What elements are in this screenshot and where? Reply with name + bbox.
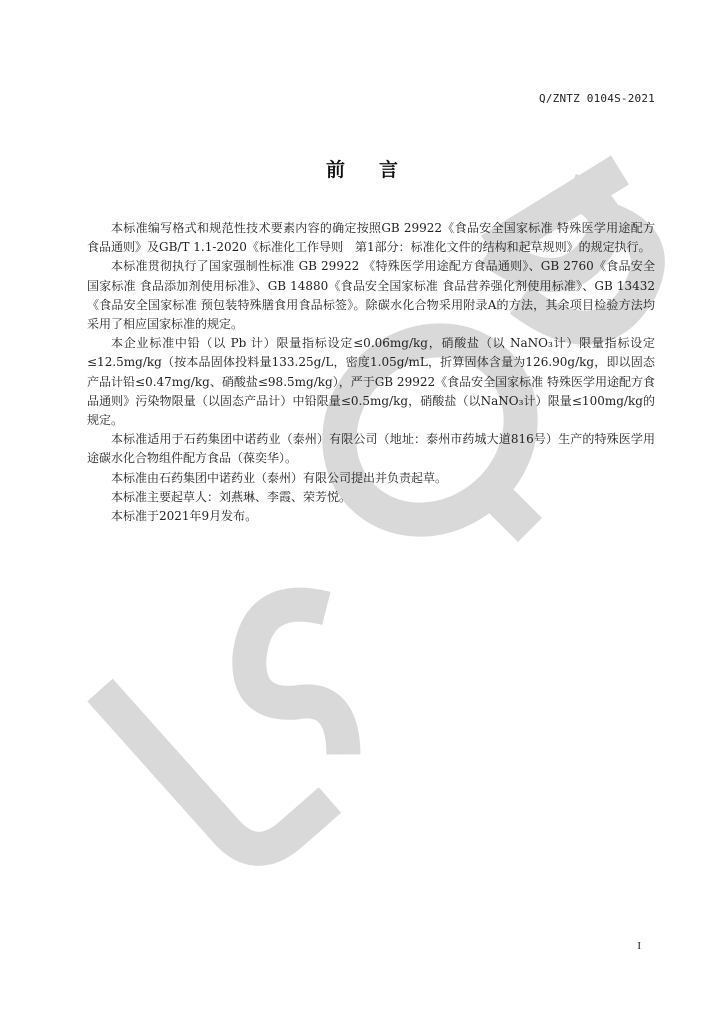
paragraph-standards: 本标准贯彻执行了国家强制性标准 GB 29922 《特殊医学用途配方食品通则》、GB 2760《食品安全国家标准 食品添加剂使用标准》、GB 14880《食品安全国家标准 食品营养强化剂使用标准》、GB 13432《食品安全国家标准 预包装特殊膳食用食品标签》。除碳水化合物采用附录A的方法，其余项目检验方法均采用了相应国家标准的规定。 — [87, 259, 655, 332]
paragraph-drafter-org: 本标准由石药集团中诺药业（泰州）有限公司提出并负责起草。 — [111, 470, 448, 485]
paragraph-limits: 本企业标准中铅（以 Pb 计）限量指标设定≤0.06mg/kg，硝酸盐（以 NaNO₃计）限量指标设定≤12.5mg/kg（按本品固体投料量133.25g/L，密度1.05g/mL，折算固体含量为126.90g/kg，即以固态产品计铅≤0.47mg/kg、硝酸盐≤98.5mg/kg），严于GB 29922《食品安全国家标准 特殊医学用途配方食品通则》污染物限量（以固态产品计）中铅限量≤0.5mg/kg，硝酸盐（以NaNO₃计）限量≤100mg/kg的规定。 — [87, 336, 655, 428]
document-body — [87, 219, 655, 526]
paragraph-release-date: 本标准于2021年9月发布。 — [111, 509, 258, 524]
document-code: Q/ZNTZ 0104S-2021 — [539, 92, 655, 105]
paragraph-drafters: 本标准主要起草人：刘燕琳、李霞、荣芳悦。 — [111, 489, 352, 504]
paragraph-scope: 本标准适用于石药集团中诺药业（泰州）有限公司（地址：泰州市药城大道816号）生产的特殊医学用途碳水化合物组件配方食品（葆奕华）。 — [87, 432, 655, 466]
page-number: I — [637, 940, 641, 952]
paragraph-format: 本标准编写格式和规范性技术要素内容的确定按照GB 29922《食品安全国家标准 特殊医学用途配方食品通则》及GB/T 1.1-2020《标准化工作导则 第1部分：标准化文件的结构和起草规则》的规定执行。 — [87, 221, 655, 255]
page-title: 前言 — [325, 159, 432, 181]
